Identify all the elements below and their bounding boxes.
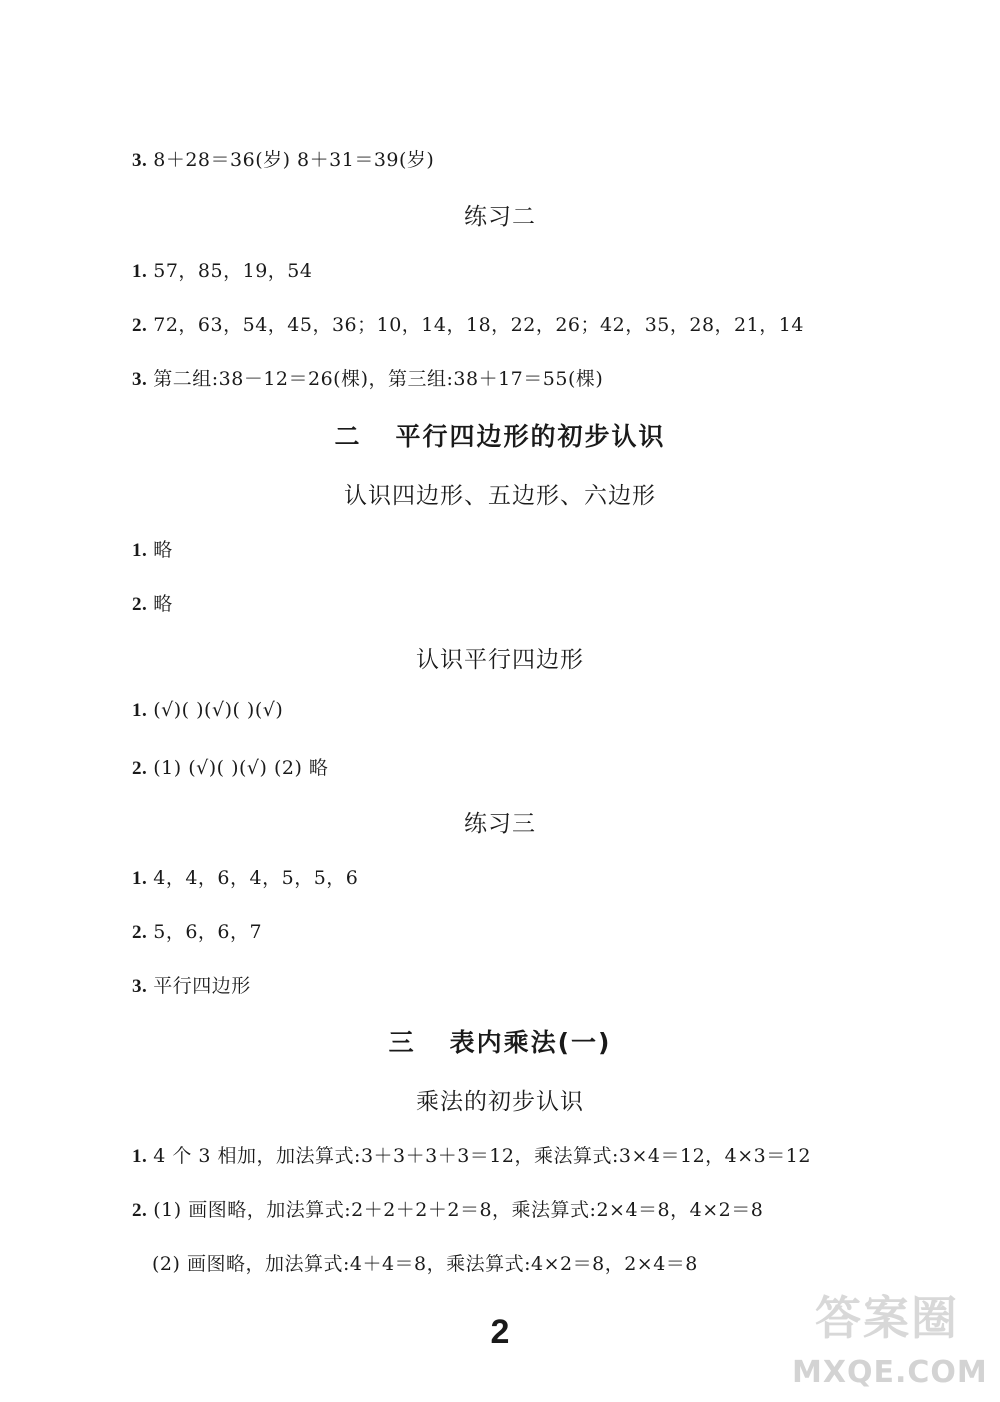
item-number: 1. (132, 261, 148, 282)
answer-text: 平行四边形 (153, 975, 251, 997)
watermark-logo-text: 答案圈 (815, 1291, 959, 1345)
page-number: 2 (490, 1313, 510, 1351)
answer-line (132, 145, 434, 172)
item-number: 2. (132, 594, 148, 615)
chapter-number: 二 (334, 422, 362, 451)
answer-line (132, 589, 173, 616)
chapter-number: 三 (388, 1028, 416, 1057)
answer-text: 4 个 3 相加，加法算式:3＋3＋3＋3＝12，乘法算式:3×4＝12，4×3＝12 (153, 1145, 811, 1167)
answer-line (132, 310, 804, 337)
answer-text: (1) (√)( )(√) (2) 略 (153, 757, 329, 779)
item-number: 3. (132, 369, 148, 390)
item-number: 2. (132, 922, 148, 943)
answer-text: 4，4，6，4，5，5，6 (153, 867, 359, 889)
item-number: 1. (132, 700, 148, 721)
answer-text: (2) 画图略，加法算式:4＋4＝8，乘法算式:4×2＝8，2×4＝8 (152, 1253, 698, 1275)
item-number: 2. (132, 315, 148, 336)
watermark-url: MXQE.COM (792, 1355, 988, 1390)
item-number: 1. (132, 868, 148, 889)
answer-line (152, 1249, 698, 1276)
answer-line (132, 971, 251, 998)
item-number: 2. (132, 758, 148, 779)
answer-text: 略 (153, 539, 173, 561)
answer-line (132, 364, 603, 391)
chapter-title: 表内乘法(一) (449, 1028, 612, 1057)
answer-line (132, 1195, 763, 1222)
section-title: 练习二 (464, 204, 536, 230)
answer-text: (√)( )(√)( )(√) (153, 699, 284, 721)
section-title: 认识平行四边形 (416, 647, 584, 673)
item-number: 1. (132, 540, 148, 561)
answer-text: 第二组:38－12＝26(棵)，第三组:38＋17＝55(棵) (153, 368, 604, 390)
item-number: 2. (132, 1200, 148, 1221)
answer-line (132, 917, 262, 944)
chapter-heading (0, 1023, 1000, 1059)
answer-text: 略 (153, 593, 173, 615)
answer-text: 8＋28＝36(岁) 8＋31＝39(岁) (153, 149, 435, 171)
answer-text: 72，63，54，45，36；10，14，18，22，26；42，35，28，21，14 (153, 314, 804, 336)
watermark (792, 1282, 988, 1392)
answer-line (132, 256, 312, 283)
section-title: 乘法的初步认识 (416, 1089, 584, 1115)
item-number: 3. (132, 150, 148, 171)
item-number: 3. (132, 976, 148, 997)
section-title: 练习三 (464, 811, 536, 837)
answer-line (132, 1141, 811, 1168)
section-title: 认识四边形、五边形、六边形 (344, 483, 656, 509)
answer-line (132, 699, 283, 722)
chapter-title: 平行四边形的初步认识 (395, 422, 666, 451)
answer-line (132, 753, 328, 780)
item-number: 1. (132, 1146, 148, 1167)
chapter-heading (0, 417, 1000, 453)
answer-line (132, 863, 358, 890)
answer-line (132, 535, 173, 562)
answer-text: (1) 画图略，加法算式:2＋2＋2＋2＝8，乘法算式:2×4＝8，4×2＝8 (153, 1199, 764, 1221)
answer-text: 57，85，19，54 (153, 260, 313, 282)
answer-text: 5，6，6，7 (153, 921, 263, 943)
